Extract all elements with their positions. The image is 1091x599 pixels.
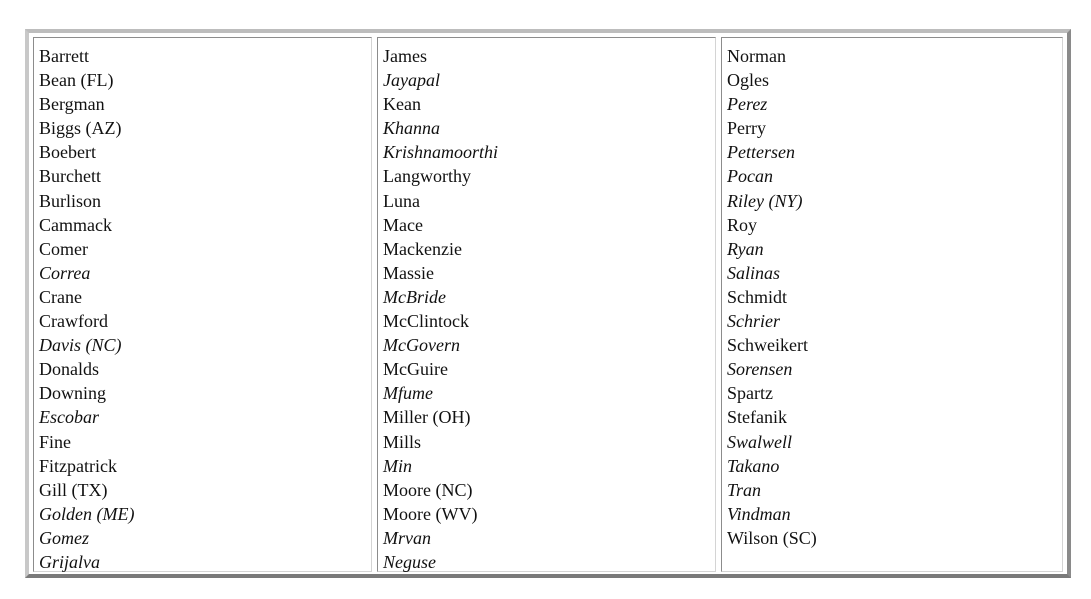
list-item: Perry	[727, 118, 766, 139]
list-item: Khanna	[383, 118, 441, 139]
list-item: Salinas	[727, 262, 781, 283]
list-item: Riley (NY)	[727, 190, 803, 211]
list-item: Donalds	[39, 359, 99, 380]
list-item: Stefanik	[727, 407, 787, 428]
name-column-2	[377, 37, 716, 572]
list-item: Moore (WV)	[383, 503, 478, 524]
name-list-table	[25, 29, 1071, 578]
list-item: Crane	[39, 286, 82, 307]
list-item: Gomez	[39, 527, 89, 548]
list-item: Norman	[727, 46, 786, 66]
list-item: Davis (NC)	[39, 335, 122, 356]
name-column-3	[721, 37, 1063, 572]
list-item: Wilson (SC)	[727, 527, 817, 548]
list-item: Burchett	[39, 166, 101, 187]
list-item: Comer	[39, 238, 88, 259]
list-item: Boebert	[39, 142, 96, 163]
list-item: Mackenzie	[383, 238, 462, 259]
list-item: Pocan	[727, 166, 773, 187]
list-item: Luna	[383, 190, 420, 211]
list-item: Swalwell	[727, 431, 793, 452]
list-item: Downing	[39, 383, 106, 404]
list-item: Barrett	[39, 46, 89, 66]
list-item: Correa	[39, 262, 91, 283]
list-item: McGovern	[383, 335, 460, 356]
list-item: Miller (OH)	[383, 407, 471, 428]
list-item: Fitzpatrick	[39, 455, 117, 476]
list-item: Escobar	[39, 407, 99, 428]
list-item: Tran	[727, 479, 762, 500]
list-item: Grijalva	[39, 551, 100, 572]
list-item: Bean (FL)	[39, 70, 114, 91]
list-item: Neguse	[383, 551, 436, 572]
list-item: Takano	[727, 455, 780, 476]
list-item: Gill (TX)	[39, 479, 108, 500]
list-item: Spartz	[727, 383, 773, 404]
list-item: Perez	[727, 94, 768, 115]
list-item: Vindman	[727, 503, 791, 524]
list-item: McBride	[383, 286, 446, 307]
list-item: Fine	[39, 431, 72, 452]
list-item: Bergman	[39, 94, 105, 115]
list-item: Mills	[383, 431, 422, 452]
list-item: Kean	[383, 94, 421, 115]
list-item: Roy	[727, 214, 758, 235]
list-item: Langworthy	[383, 166, 471, 187]
list-item: Golden (ME)	[39, 503, 135, 524]
list-item: James	[383, 46, 427, 66]
list-item: Massie	[383, 262, 434, 283]
list-item: Jayapal	[383, 70, 440, 91]
list-item: Schrier	[727, 311, 780, 332]
list-item: Min	[383, 455, 412, 476]
list-item: Sorensen	[727, 359, 793, 380]
list-item: Crawford	[39, 311, 108, 332]
list-item: Biggs (AZ)	[39, 118, 122, 139]
list-item: Krishnamoorthi	[383, 142, 499, 163]
list-item: Moore (NC)	[383, 479, 473, 500]
list-item: Pettersen	[727, 142, 795, 163]
list-item: Schmidt	[727, 286, 788, 307]
list-item: Mace	[383, 214, 423, 235]
list-item: Burlison	[39, 190, 102, 211]
name-column-1	[33, 37, 372, 572]
list-item: McGuire	[383, 359, 448, 380]
list-item: Mfume	[383, 383, 433, 404]
list-item: McClintock	[383, 311, 469, 332]
list-item: Mrvan	[383, 527, 431, 548]
list-item: Cammack	[39, 214, 112, 235]
list-item: Ogles	[727, 70, 769, 91]
list-item: Ryan	[727, 238, 764, 259]
list-item: Schweikert	[727, 335, 808, 356]
